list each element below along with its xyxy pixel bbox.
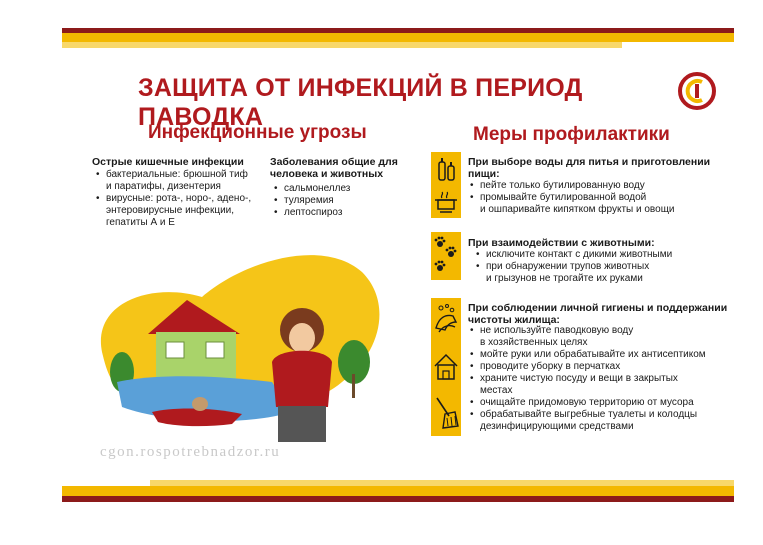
top-stripe-yellow [62, 33, 734, 42]
list-item: • лептоспироз [274, 207, 394, 219]
list-item: • туляремия [274, 195, 394, 207]
cleaning-broom-icon [431, 392, 461, 432]
list-item: • при обнаружении трупов животных и грызунов не трогайте их руками [476, 261, 736, 285]
prevention-heading: Меры профилактики [473, 124, 670, 145]
house-icon [431, 346, 461, 386]
bottom-stripe-red [62, 496, 734, 502]
flood-illustration [92, 242, 392, 442]
bottles-icon [431, 154, 461, 184]
list-item: • исключите контакт с дикими животными [476, 249, 736, 261]
list-item: • храните чистую посуду и вещи в закрытых местах [470, 373, 745, 397]
list-item: • обрабатывайте выгребные туалеты и колодцы дезинфицирующими средствами [470, 409, 745, 433]
list-item: • пейте только бутилированную воду [470, 180, 740, 192]
list-item: • очищайте придомовую территорию от мусора [470, 397, 745, 409]
intestinal-infections-list [96, 169, 264, 229]
rospotrebnadzor-logo [678, 72, 716, 110]
list-item: • проводите уборку в перчатках [470, 361, 745, 373]
common-diseases-list [274, 183, 394, 219]
paw-prints-icon [431, 232, 461, 280]
hygiene-section-list [470, 325, 745, 433]
animals-section-title: При взаимодействии с животными: [468, 237, 655, 249]
list-item: • сальмонеллез [274, 183, 394, 195]
top-stripe-light [62, 42, 622, 48]
page-title: ЗАЩИТА ОТ ИНФЕКЦИЙ В ПЕРИОД ПАВОДКА [138, 74, 583, 131]
list-item: • мойте руки или обрабатывайте их антисептиком [470, 349, 745, 361]
list-item: • промывайте бутилированной водой и ошпаривайте кипятком фрукты и овощи [470, 192, 740, 216]
threats-heading: Инфекционные угрозы [148, 122, 367, 143]
bottom-stripe-yellow [62, 486, 734, 496]
common-diseases-title: Заболевания общие для человека и животных [270, 156, 398, 180]
list-item: • не используйте паводковую воду в хозяйственных целях [470, 325, 745, 349]
water-section-list [470, 180, 740, 216]
list-item: • бактериальные: брюшной тиф и паратифы, дизентерия [96, 169, 264, 193]
water-section-title: При выборе воды для питья и приготовлении пищи: [468, 156, 711, 180]
list-item: • вирусные: рота-, норо-, адено-, энтеровирусные инфекции, гепатиты А и Е [96, 193, 264, 229]
hygiene-icons-panel [431, 298, 461, 436]
hand-washing-icon [431, 300, 461, 340]
intestinal-infections-title: Острые кишечные инфекции [92, 156, 244, 168]
animals-section-list [476, 249, 736, 285]
watermark: cgon.rospotrebnadzor.ru [100, 444, 281, 460]
hygiene-section-title: При соблюдении личной гигиены и поддержании чистоты жилища: [468, 302, 728, 326]
water-icons-panel [431, 152, 461, 218]
animals-icons-panel [431, 232, 461, 280]
cooking-pot-icon [431, 186, 461, 216]
